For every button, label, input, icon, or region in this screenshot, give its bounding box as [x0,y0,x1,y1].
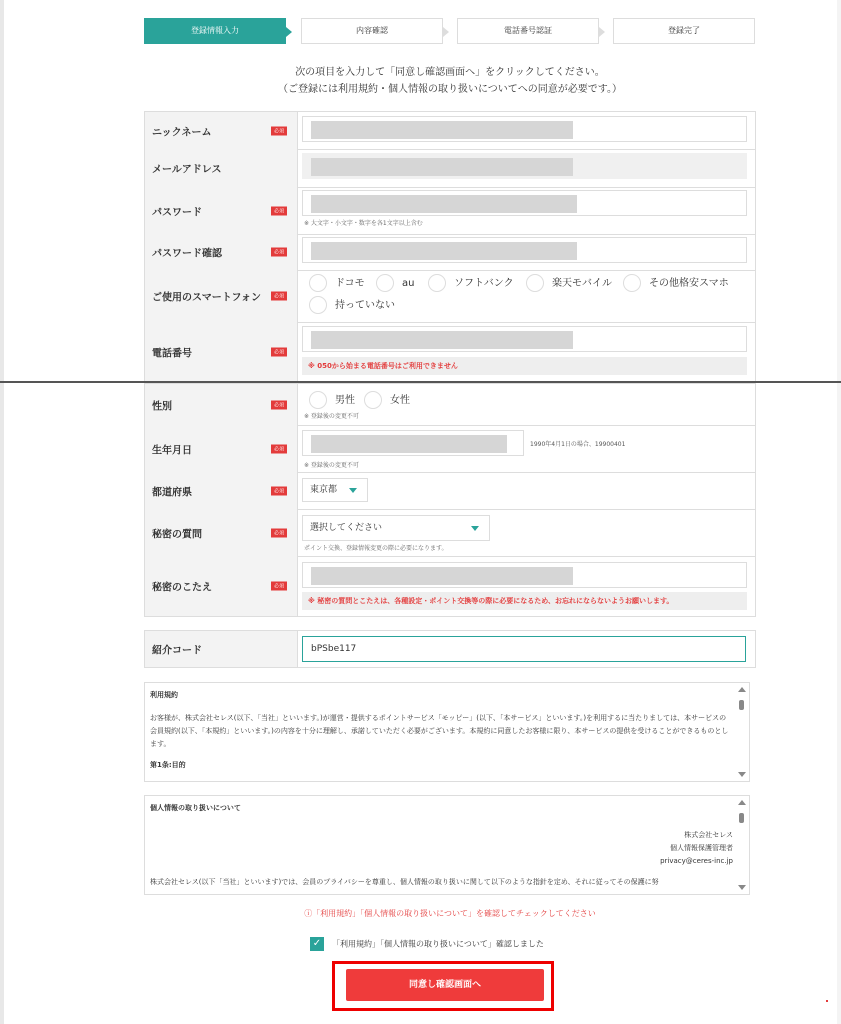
masked-value [311,435,507,453]
step-progress [144,18,756,44]
terms-scrollbar[interactable] [737,687,747,777]
phone-input[interactable] [302,326,747,352]
radio-circle-icon [364,391,382,409]
label-cell [145,322,298,382]
radio-none-label: 持っていない [335,300,395,311]
masked-value [311,331,573,349]
radio-softbank-label: ソフトバンク [454,278,514,289]
step-arrow-icon [599,27,605,37]
password-label: パスワード [152,207,202,218]
chevron-down-icon [349,488,357,493]
password-confirm-input[interactable] [302,237,747,263]
label-cell [145,472,298,509]
radio-circle-icon [376,274,394,292]
label-cell [145,509,298,556]
required-badge: 必須 [271,126,287,135]
prefecture-label: 都道府県 [152,487,192,498]
referral-label: 紹介コード [152,645,202,657]
terms-body: お客様が、株式会社セレス(以下、「当社」といいます。)が運営・提供するポイントサービス「モッピー」(以下、「本サービス」といいます。)を利用するに当たりましては、本サービスの会員規約(以下、「本規約」といいます。)の内容を十分に理解し、承諾していただく必要がございます。本規約に同意したお客様に限り、本サービスの提供を受けることができるものとします。 [150,714,729,748]
terms-title: 利用規約 [150,691,178,699]
radio-circle-icon [428,274,446,292]
gender-label: 性別 [152,401,172,412]
secret-question-value: 選択してください [310,523,383,533]
required-badge: 必須 [271,348,287,357]
radio-female-label: 女性 [390,395,410,406]
terms-article: 第1条:目的 [150,761,186,769]
step-input-label: 登録情報入力 [191,26,239,35]
smartphone-label: ご使用のスマートフォン [152,292,261,304]
scroll-down-icon [738,885,746,890]
label-cell [145,187,298,234]
agree-checkbox-row[interactable] [310,937,544,951]
label-cell [145,556,298,616]
step-confirm-label: 内容確認 [356,26,388,35]
radio-circle-icon [623,274,641,292]
required-badge: 必須 [271,206,287,215]
step-complete [613,18,755,44]
required-badge: 必須 [271,400,287,409]
birth-note: ※ 登録後の変更不可 [304,462,359,469]
decorative-dot [826,1000,828,1002]
radio-softbank[interactable] [428,274,514,292]
terms-content [150,683,733,772]
label-cell [145,112,298,149]
email-label: メールアドレス [152,164,222,176]
referral-input[interactable] [302,636,746,662]
radio-rakuten[interactable] [526,274,612,292]
label-cell [145,384,298,425]
prefecture-value: 東京都 [310,485,338,495]
radio-female[interactable] [364,391,410,409]
step-input [144,18,286,44]
birth-input[interactable] [302,430,524,456]
prefecture-select[interactable] [302,478,368,502]
radio-rakuten-label: 楽天モバイル [552,278,612,289]
required-badge: 必須 [271,582,287,591]
required-badge: 必須 [271,486,287,495]
radio-docomo[interactable] [309,274,365,292]
step-phone [457,18,599,44]
privacy-scrollbar[interactable] [737,800,747,890]
password-note: ※ 大文字・小文字・数字を各1文字以上含む [304,220,423,227]
scroll-thumb[interactable] [739,700,744,710]
radio-au[interactable] [376,274,414,292]
masked-value [311,121,573,139]
referral-value: bPSbe117 [311,644,357,654]
label-cell [145,234,298,270]
row-prefecture [145,472,755,510]
label-cell [145,425,298,472]
nickname-label: ニックネーム [152,127,212,138]
label-cell [145,631,298,667]
masked-value [311,242,577,260]
chevron-down-icon [471,526,479,531]
masked-value [311,567,573,585]
scroll-thumb[interactable] [739,813,744,823]
secret-answer-input[interactable] [302,562,747,588]
label-cell [145,270,298,322]
step-phone-label: 電話番号認証 [504,26,552,35]
secret-question-select[interactable] [302,515,490,541]
required-badge: 必須 [271,528,287,537]
secret-question-note: ポイント交換、登録情報変更の際に必要になります。 [304,545,448,552]
masked-value [311,195,577,213]
secret-question-label: 秘密の質問 [152,529,202,540]
radio-au-label: au [402,278,415,289]
radio-other-label: その他格安スマホ [649,278,729,289]
step-arrow-icon [286,27,292,37]
intro-text [144,64,756,98]
password-confirm-label: パスワード確認 [152,248,222,260]
step-confirm [301,18,443,44]
radio-male-label: 男性 [335,395,355,406]
scroll-up-icon [738,800,746,805]
email-input[interactable] [302,153,747,179]
submit-button[interactable]: 同意し確認画面へ [346,969,544,1001]
radio-none[interactable] [309,296,395,314]
required-badge: 必須 [271,444,287,453]
phone-label: 電話番号 [152,348,192,360]
step-arrow-icon [443,27,449,37]
nickname-input[interactable] [302,116,747,142]
scroll-down-icon [738,772,746,777]
radio-circle-icon [309,274,327,292]
birth-label: 生年月日 [152,445,192,456]
privacy-body: 株式会社セレス(以下「当社」といいます)では、会員のプライバシーを尊重し、個人情報の取り扱いに関して以下のような指針を定め、それに従ってその保護に努 [150,878,659,886]
agree-label: 「利用規約」「個人情報の取り扱いについて」確認しました [332,939,544,949]
privacy-box[interactable] [144,795,750,895]
step-complete-label: 登録完了 [668,26,700,35]
birth-hint: 1990年4月1日の場合、19900401 [530,441,626,448]
secret-answer-label: 秘密のこたえ [152,582,212,594]
radio-docomo-label: ドコモ [335,278,365,289]
scroll-up-icon [738,687,746,692]
radio-circle-icon [309,296,327,314]
radio-circle-icon [526,274,544,292]
radio-circle-icon [309,391,327,409]
agreement-error: ⓘ「利用規約」「個人情報の取り扱いについて」を確認してチェックしてください [304,909,596,918]
privacy-email: privacy@ceres-inc.jp [660,857,733,865]
gender-note: ※ 登録後の変更不可 [304,413,359,420]
right-gutter [837,0,841,1024]
terms-box[interactable] [144,682,750,782]
privacy-content [150,796,733,889]
check-icon[interactable]: ✓ [310,937,324,951]
intro-line1: 次の項目を入力して「同意し確認画面へ」をクリックしてください。 [295,67,605,78]
privacy-title: 個人情報の取り扱いについて [150,804,241,812]
privacy-company: 株式会社セレス [684,831,733,839]
row-gender [145,384,755,426]
required-badge: 必須 [271,292,287,301]
masked-value [311,158,573,176]
password-input[interactable] [302,190,747,216]
radio-male[interactable] [309,391,355,409]
radio-other[interactable] [623,274,729,292]
phone-warning: ※ 050から始まる電話番号はご利用できません [302,357,747,375]
required-badge: 必須 [271,248,287,257]
secret-answer-warning: ※ 秘密の質問とこたえは、各種設定・ポイント交換等の際に必要になるため、お忘れにならないようお願いします。 [302,592,747,610]
privacy-manager: 個人情報保護管理者 [670,844,733,852]
label-cell [145,149,298,187]
intro-line2: （ご登録には利用規約・個人情報の取り扱いについてへの同意が必要です。） [278,84,622,95]
